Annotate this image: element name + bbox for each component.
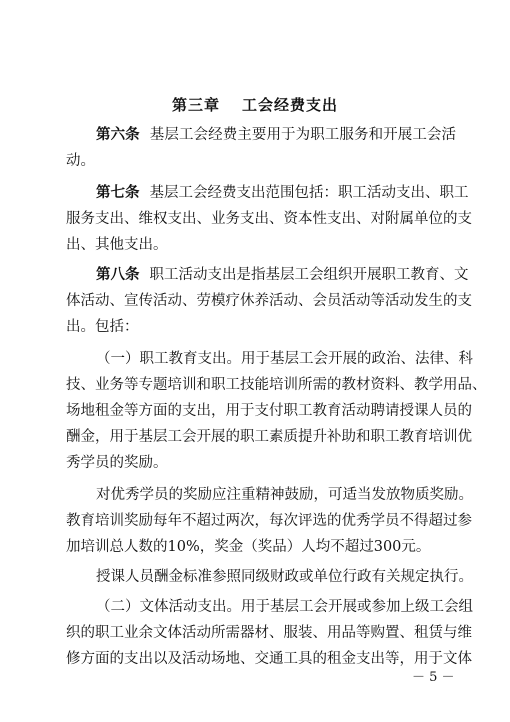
item-1-line-2: 技、业务等专题培训和职工技能培训所需的教材资料、教学用品、 [66,377,487,393]
item-1-line-4: 酬金，用于基层工会开展的职工素质提升补助和职工教育培训优 [66,429,472,445]
item-1-line-1: （一）职工教育支出。用于基层工会开展的政治、法律、科 [96,351,473,367]
article-6-line-1: 第六条 基层工会经费主要用于为职工服务和开展工会活 [96,127,457,143]
item-2-line-1: （二）文体活动支出。用于基层工会开展或参加上级工会组 [96,599,473,615]
article-7-label: 第七条 [96,185,140,201]
chapter-title: 工会经费支出 [242,96,339,114]
article-7-line-1: 第七条 基层工会经费支出范围包括：职工活动支出、职工 [96,185,469,201]
article-8-line-2: 体活动、宣传活动、劳模疗休养活动、会员活动等活动发生的支 [66,293,472,309]
article-7-line-3: 出、其他支出。 [66,237,168,253]
fee-line-1: 授课人员酬金标准参照同级财政或单位行政有关规定执行。 [96,569,473,585]
article-8-line-3: 出。包括： [66,319,139,335]
page-number: － 5 － [412,670,455,685]
chapter-number: 第三章 [171,96,220,114]
article-7-line-2: 服务支出、维权支出、业务支出、资本性支出、对附属单位的支 [66,211,472,227]
award-line-3: 加培训总人数的10%，奖金（奖品）人均不超过300元。 [66,539,431,555]
award-line-2: 教育培训奖励每年不超过两次，每次评选的优秀学员不得超过参 [66,513,472,529]
article-6-line-2: 动。 [66,153,95,169]
item-2-line-2: 织的职工业余文体活动所需器材、服装、用品等购置、租赁与维 [66,625,472,641]
award-line-1: 对优秀学员的奖励应注重精神鼓励，可适当发放物质奖励。 [96,487,473,503]
article-8-line-1: 第八条 职工活动支出是指基层工会组织开展职工教育、文 [96,267,469,283]
article-6-label: 第六条 [96,127,140,143]
item-1-line-3: 场地租金等方面的支出，用于支付职工教育活动聘请授课人员的 [66,403,472,419]
item-2-line-3: 修方面的支出以及活动场地、交通工具的租金支出等，用于文体 [66,651,472,667]
item-1-line-5: 秀学员的奖励。 [66,455,168,471]
chapter-heading [0,94,510,115]
article-8-label: 第八条 [96,267,140,283]
